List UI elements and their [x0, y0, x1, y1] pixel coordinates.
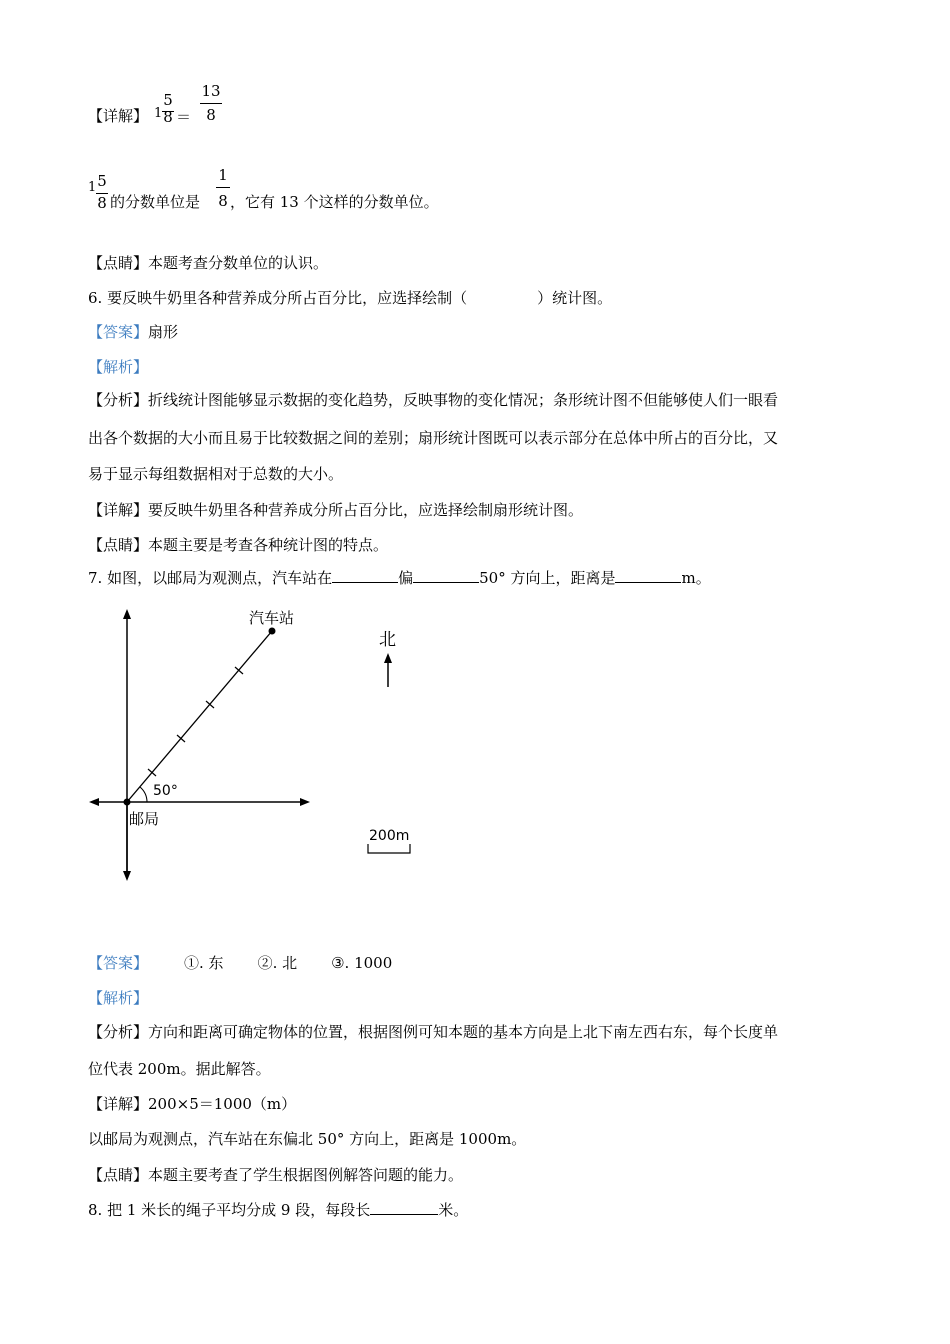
q7-answer-1: ①. 东 [184, 954, 224, 972]
q7-conclusion: 以邮局为观测点，汽车站在东偏北 50° 方向上，距离是 1000m。 [88, 1130, 527, 1148]
q6-answer-text: 扇形 [148, 323, 179, 341]
q6-blank [467, 289, 537, 303]
direction-figure [0, 600, 950, 890]
mixed-whole: 1 [154, 106, 163, 121]
q8-blank [370, 1200, 438, 1215]
q6-analysis-line1: 【分析】折线统计图能够显示数据的变化趋势，反映事物的变化情况；条形统计图不但能够使人们一眼看 [88, 391, 779, 409]
fraction-comment: 【点睛】本题考查分数单位的认识。 [88, 254, 329, 272]
fraction-bar [216, 187, 230, 188]
mixed-denominator: 8 [163, 108, 173, 126]
angle-label: 50° [153, 783, 178, 799]
direction-line [127, 631, 272, 802]
bus-station-point [269, 628, 276, 635]
q7-detail: 【详解】200×5＝1000（m） [88, 1095, 297, 1113]
angle-arc [140, 787, 147, 802]
q7-analysis-line2: 位代表 200m。据此解答。 [88, 1060, 271, 1078]
detail-label: 【详解】 [88, 107, 149, 125]
q6-question [88, 288, 612, 308]
bus-station-label: 汽车站 [249, 609, 295, 627]
unit-denominator: 8 [218, 192, 228, 210]
scale-label: 200m [369, 828, 410, 844]
unit-numerator: 1 [218, 166, 228, 184]
q7-answer [88, 953, 392, 973]
q7-analysis-label: 【解析】 [88, 989, 149, 1007]
q8-question-b: 米。 [438, 1201, 469, 1219]
post-office-point [124, 799, 131, 806]
q6-question-a: 6. 要反映牛奶里各种营养成分所占百分比，应选择绘制（ [88, 289, 468, 307]
line2-whole: 1 [88, 180, 97, 195]
q7-answer-2: ②. 北 [257, 954, 298, 972]
q7-question [88, 568, 711, 588]
improper-denominator: 8 [206, 106, 216, 124]
line2-denominator: 8 [97, 194, 107, 212]
q8-question-a: 8. 把 1 米长的绳子平均分成 9 段，每段长 [88, 1201, 371, 1219]
q7-blank-3 [615, 568, 681, 583]
q6-analysis-label: 【解析】 [88, 358, 149, 376]
q7-blank-2 [413, 568, 479, 583]
equals-sign: ＝ [176, 108, 192, 126]
improper-numerator: 13 [201, 82, 221, 100]
q7-blank-1 [332, 568, 398, 583]
q7-question-d: m。 [681, 569, 711, 587]
q7-question-a: 7. 如图，以邮局为观测点，汽车站在 [88, 569, 333, 587]
north-label: 北 [379, 630, 396, 650]
q7-question-c: 50° 方向上，距离是 [479, 569, 616, 587]
q8-question [88, 1200, 468, 1220]
fraction-bar [200, 103, 222, 104]
scale-bar [368, 844, 410, 853]
line2-text-a: 的分数单位是 [110, 193, 201, 211]
line2-text-b: ，它有 13 个这样的分数单位。 [230, 193, 439, 211]
q6-answer-label: 【答案】 [88, 323, 149, 341]
line2-numerator: 5 [97, 172, 107, 190]
q7-answer-3: ③. 1000 [331, 954, 393, 972]
q7-question-b: 偏 [398, 569, 414, 587]
q6-detail: 【详解】要反映牛奶里各种营养成分所占百分比，应选择绘制扇形统计图。 [88, 501, 584, 519]
mixed-numerator: 5 [163, 91, 173, 109]
q6-answer [88, 322, 178, 342]
q6-comment: 【点睛】本题主要是考查各种统计图的特点。 [88, 536, 389, 554]
post-office-label: 邮局 [129, 810, 160, 828]
q7-analysis-line1: 【分析】方向和距离可确定物体的位置，根据图例可知本题的基本方向是上北下南左西右东，每个长度单 [88, 1023, 779, 1041]
q6-question-b: ）统计图。 [537, 289, 613, 307]
q6-analysis-line2: 出各个数据的大小而且易于比较数据之间的差别；扇形统计图既可以表示部分在总体中所占的百分比，又 [88, 429, 779, 447]
q6-analysis-line3: 易于显示每组数据相对于总数的大小。 [88, 465, 344, 483]
q7-answer-label: 【答案】 [88, 954, 149, 972]
q7-comment: 【点睛】本题主要考查了学生根据图例解答问题的能力。 [88, 1166, 464, 1184]
